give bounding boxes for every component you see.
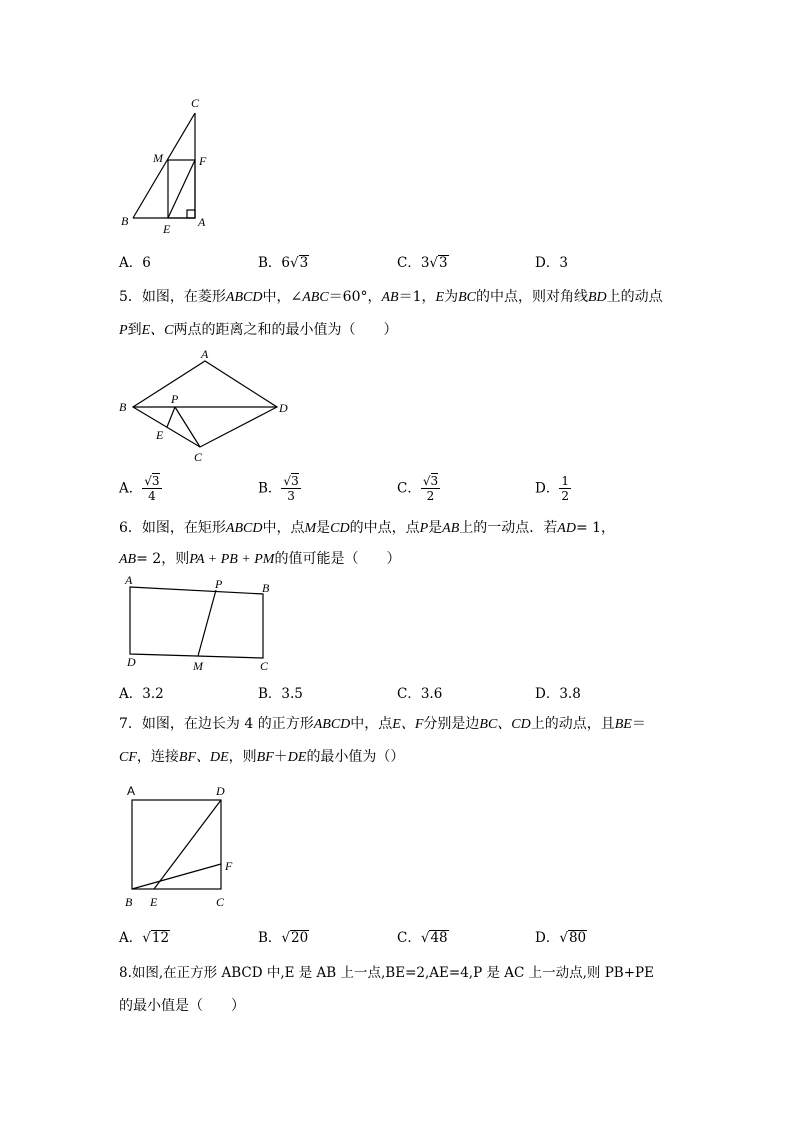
q5-option-a-fraction: $\frac{√3}{4}$ — [144, 474, 160, 503]
q6-label-p: P — [215, 577, 223, 591]
q5-option-c-fraction: $\frac{√3}{2}$ — [422, 474, 439, 503]
sqrt-symbol: √3 — [290, 255, 309, 271]
q4-figure — [115, 95, 225, 235]
q6-label-a: A — [125, 573, 133, 587]
q4-option-b-text: B．6 — [258, 255, 291, 271]
q6-label-d: D — [127, 655, 136, 669]
q5-option-d-fraction: $\frac{1}{2}$ — [561, 474, 569, 503]
q4-option-b-radicand: 3 — [299, 255, 309, 271]
q6-label-m: M — [193, 659, 203, 673]
sqrt-symbol: √12 — [142, 930, 170, 946]
q5-option-c-text: C． — [397, 480, 421, 497]
q6-label-b: B — [262, 581, 270, 595]
q6-figure — [115, 572, 280, 677]
q4-line-ef — [168, 160, 195, 218]
q8-question-line2: 的最小值是（ ） — [119, 998, 245, 1014]
q5-option-c[interactable] — [397, 474, 440, 503]
q7-label-f: F — [225, 859, 233, 873]
q4-option-c-text: C．3 — [397, 255, 430, 271]
q4-label-m: M — [153, 151, 163, 165]
q6-option-c[interactable] — [397, 684, 442, 704]
q7-option-a[interactable] — [119, 928, 170, 948]
q4-line-bc — [133, 113, 195, 218]
q5-option-a[interactable] — [119, 474, 162, 503]
q5-label-b: B — [119, 400, 127, 414]
q5-label-p: P — [171, 392, 179, 406]
q4-right-angle-mark — [187, 210, 195, 218]
q7-option-b[interactable] — [258, 928, 309, 948]
sqrt-symbol: √3 — [429, 255, 448, 271]
q5-option-b[interactable] — [258, 474, 301, 503]
q7-option-d[interactable] — [535, 928, 587, 948]
q4-label-e: E — [163, 222, 171, 235]
q4-option-c-radicand: 3 — [439, 255, 448, 271]
q5-label-d: D — [279, 401, 288, 415]
q5-line-ep — [167, 407, 175, 427]
q5-option-b-fraction: $\frac{√3}{3}$ — [283, 474, 299, 503]
q7-option-a-radicand: 12 — [151, 930, 170, 946]
q6-rectangle-abcd — [130, 587, 263, 658]
q5-label-a: A — [201, 347, 209, 361]
sqrt-symbol: √48 — [420, 930, 448, 946]
q4-option-c[interactable] — [397, 253, 449, 273]
q7-question-line2: CF，连接BF、DE，则BF＋DE的最小值为（） — [119, 749, 405, 765]
q5-line-pc — [175, 407, 200, 447]
q7-option-d-text: D． — [535, 930, 560, 946]
q6-option-a-text: A．3.2 — [119, 686, 164, 702]
q6-question-line2: AB= 2，则PA + PB + PM的值可能是（ ） — [119, 551, 401, 567]
q6-option-d[interactable] — [535, 684, 581, 704]
q4-label-a: A — [198, 215, 206, 229]
sqrt-symbol: √20 — [281, 930, 309, 946]
q5-question-line1: 5．如图，在菱形ABCD中，∠ABC＝60°，AB＝1，E为BC的中点，则对角线BD上的动点 — [119, 289, 663, 305]
q7-line-bf — [132, 864, 221, 889]
q5-question-line2: P到E、C两点的距离之和的最小值为（ ） — [119, 322, 398, 338]
q4-option-a[interactable] — [119, 253, 151, 273]
q4-label-f: F — [199, 154, 207, 168]
q7-option-c-radicand: 48 — [430, 930, 448, 946]
q5-option-d-text: D． — [535, 480, 560, 497]
q4-label-c: C — [191, 96, 200, 110]
q7-option-a-text: A． — [119, 930, 143, 946]
q5-option-a-text: A． — [119, 480, 143, 497]
q7-label-a: A — [127, 784, 136, 798]
q7-option-b-radicand: 20 — [291, 930, 309, 946]
q7-label-b: B — [125, 895, 133, 909]
q7-label-c: C — [216, 895, 225, 909]
q5-label-c: C — [194, 450, 203, 464]
q6-option-d-text: D．3.8 — [535, 686, 581, 702]
q7-line-de — [154, 800, 221, 889]
q6-option-c-text: C．3.6 — [397, 686, 443, 702]
q6-question-line1: 6．如图，在矩形ABCD中，点M是CD的中点，点P是AB上的一动点．若AD= 1， — [119, 520, 616, 536]
q4-option-b[interactable] — [258, 253, 309, 273]
q8-question-line1: 8.如图,在正方形 ABCD 中,E 是 AB 上一点,BE=2,AE=4,P 是 AC 上一动点,则 PB+PE — [119, 965, 654, 981]
q4-option-d-text: D．3 — [535, 255, 568, 271]
q7-option-c[interactable] — [397, 928, 449, 948]
q4-label-b: B — [121, 214, 129, 228]
q5-label-e: E — [156, 428, 164, 442]
q7-figure — [115, 778, 250, 913]
q7-label-e: E — [150, 895, 158, 909]
q7-option-c-text: C． — [397, 930, 421, 946]
q7-label-d: D — [216, 784, 225, 798]
q4-option-d[interactable] — [535, 253, 568, 273]
q5-option-b-text: B． — [258, 480, 282, 497]
sqrt-symbol: √80 — [559, 930, 587, 946]
q7-square-abcd — [132, 800, 221, 889]
q6-option-b[interactable] — [258, 684, 303, 704]
q6-option-a[interactable] — [119, 684, 164, 704]
q6-option-b-text: B．3.5 — [258, 686, 303, 702]
q5-rhombus-abcd — [133, 361, 277, 447]
q6-label-c: C — [260, 659, 269, 673]
q7-option-b-text: B． — [258, 930, 282, 946]
q5-option-d[interactable] — [535, 474, 571, 503]
q7-option-d-radicand: 80 — [568, 930, 587, 946]
q7-question-line1: 7．如图，在边长为 4 的正方形ABCD中，点E、F分别是边BC、CD上的动点，且BE＝ — [119, 716, 646, 732]
q6-line-pm — [198, 590, 216, 656]
q5-figure — [115, 345, 300, 470]
q4-option-a-text: A．6 — [119, 255, 151, 271]
